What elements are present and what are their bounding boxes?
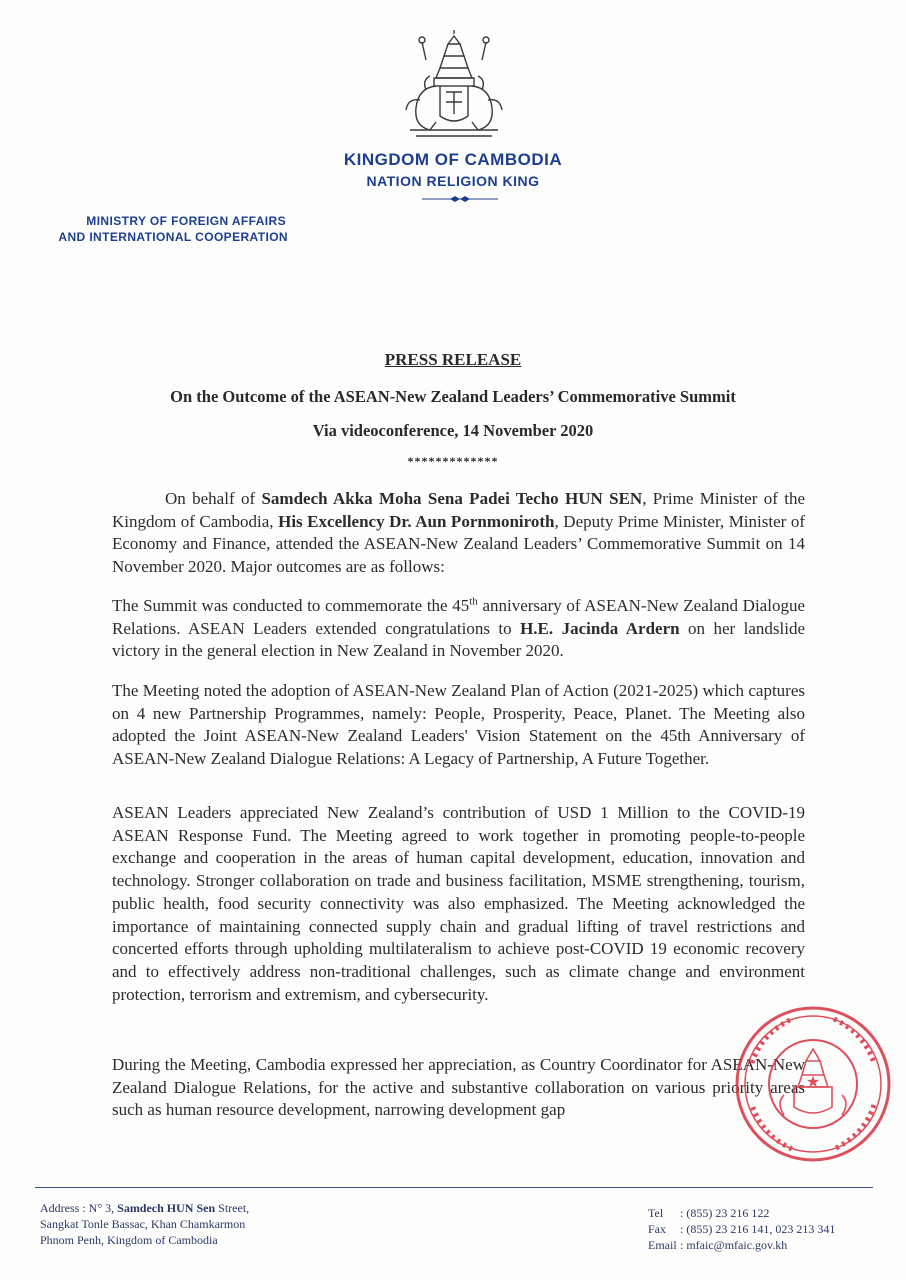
section-separator: *************	[407, 454, 499, 468]
svg-text:★: ★	[805, 1072, 821, 1091]
contact-tel: Tel : (855) 23 216 122	[648, 1206, 770, 1220]
press-release-title: PRESS RELEASE	[384, 350, 522, 369]
divider-ornament-icon	[420, 194, 500, 204]
contact-fax: Fax : (855) 23 216 141, 023 213 341	[648, 1222, 836, 1236]
release-subtitle: On the Outcome of the ASEAN-New Zealand Leaders’ Commemorative Summit	[170, 387, 736, 406]
ministry-name-line2: AND INTERNATIONAL COOPERATION	[58, 230, 288, 244]
national-motto: NATION RELIGION KING	[366, 173, 540, 189]
release-date-line: Via videoconference, 14 November 2020	[312, 421, 594, 440]
address-line1: Address : N° 3, Samdech HUN Sen Street,	[40, 1201, 250, 1215]
footer-contact	[648, 1205, 835, 1253]
paragraph-anniversary: The Summit was conducted to commemorate the 45th anniversary of ASEAN-New Zealand Dialogue Relations. ASEAN Leaders extended congratulations to H.E. Jacinda Ardern on her landslide victory in the general election in New Zealand in November 2020.	[112, 595, 805, 661]
contact-email: Email : mfaic@mfaic.gov.kh	[648, 1238, 788, 1252]
royal-emblem-icon	[396, 30, 512, 142]
official-seal-stamp	[732, 1003, 894, 1165]
deputy-pm-name: His Excellency Dr. Aun Pornmoniroth	[278, 511, 555, 531]
paragraph-intro: On behalf of Samdech Akka Moha Sena Padei Techo HUN SEN, Prime Minister of the Kingdom of Cambodia, His Excellency Dr. Aun Pornmoniroth, Deputy Prime Minister, Minister of Economy and Finance, attended the ASEAN-New Zealand Leaders’ Commemorative Summit on 14 November 2020. Major outcomes are as follows:	[112, 489, 805, 577]
footer-address	[40, 1200, 249, 1248]
kingdom-title: KINGDOM OF CAMBODIA	[343, 150, 563, 169]
address-line2: Sangkat Tonle Bassac, Khan Chamkarmon	[40, 1217, 246, 1231]
footer-divider	[35, 1187, 873, 1188]
ministry-name-line1: MINISTRY OF FOREIGN AFFAIRS	[86, 214, 286, 228]
prime-minister-name: Samdech Akka Moha Sena Padei Techo HUN SEN	[261, 489, 643, 508]
nz-pm-name: H.E. Jacinda Ardern	[520, 618, 680, 638]
address-line3: Phnom Penh, Kingdom of Cambodia	[40, 1233, 218, 1247]
paragraph-appreciation: During the Meeting, Cambodia expressed her appreciation, as Country Coordinator for ASEAN-New Zealand Dialogue Relations, for the active and substantive collaboration on various priority areas such as human resource development, narrowing development gap	[112, 1055, 805, 1120]
paragraph-cooperation: ASEAN Leaders appreciated New Zealand’s contribution of USD 1 Million to the COVID-19 ASEAN Response Fund. The Meeting agreed to work together in promoting people-to-people exchange and cooperation in the areas of human capital development, education, innovation and technology. Stronger collaboration on trade and business facilitation, MSME strengthening, tourism, public health, food security connectivity was also emphasized. The Meeting acknowledged the importance of maintaining connected supply chain and gradual lifting of travel restrictions and concerted efforts through upholding multilateralism to achieve post-COVID 19 economic recovery and to effectively address non-traditional challenges, such as climate change and environment protection, terrorism and extremism, and cybersecurity.	[112, 803, 805, 1004]
paragraph-plan-of-action: The Meeting noted the adoption of ASEAN-New Zealand Plan of Action (2021-2025) which captures on 4 new Partnership Programmes, namely: People, Prosperity, Peace, Planet. The Meeting also adopted the Joint ASEAN-New Zealand Leaders' Vision Statement on the 45th Anniversary of ASEAN-New Zealand Dialogue Relations: A Legacy of Partnership, A Future Together.	[112, 681, 805, 769]
